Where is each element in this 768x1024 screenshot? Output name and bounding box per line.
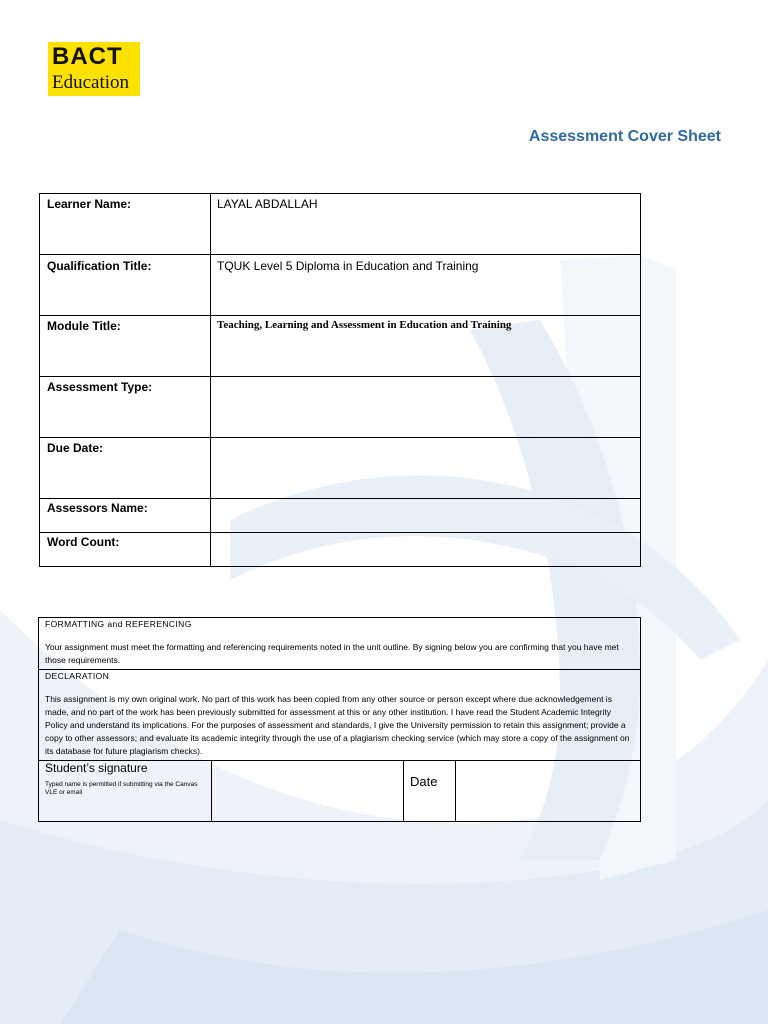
declaration-box <box>38 617 641 822</box>
table-row <box>40 438 641 499</box>
learner-name-value: LAYAL ABDALLAH <box>211 194 641 255</box>
module-title-label: Module Title: <box>40 316 211 377</box>
declaration-section <box>39 670 640 761</box>
logo-subtitle: Education <box>52 72 130 93</box>
declaration-heading: DECLARATION <box>45 671 110 681</box>
formatting-heading: FORMATTING and REFERENCING <box>45 619 192 629</box>
signature-label: Student’s signature <box>45 761 148 775</box>
assessors-name-value <box>211 499 641 533</box>
table-row <box>40 194 641 255</box>
learner-name-label: Learner Name: <box>40 194 211 255</box>
formatting-text: Your assignment must meet the formatting and referencing requirements noted in the unit outline. By signing below you are confirming that you have met those requirements. <box>45 642 619 665</box>
signature-label-cell <box>39 761 212 821</box>
assessors-name-label: Assessors Name: <box>40 499 211 533</box>
module-title-value: Teaching, Learning and Assessment in Education and Training <box>211 316 641 377</box>
signature-note: Typed name is permitted if submitting via the Canvas VLE or email <box>45 781 198 796</box>
declaration-text: This assignment is my own original work. No part of this work has been copied from any other source or person except where due acknowledgement is made, and no part of the work has been previously submitted for assessment at this or any other institution. I have read the Student Academic Integrity Policy and understand its implications. For the purposes of assessment and standards, I give the University permission to retain this assignment; provide a copy to other assessors; and evaluate its academic integrity through the use of a plagiarism checking service (which may store a copy of the assignment on its database for future plagiarism checks). <box>45 694 630 756</box>
qualification-title-label: Qualification Title: <box>40 255 211 316</box>
page-title: Assessment Cover Sheet <box>528 128 721 145</box>
bact-logo <box>48 42 140 96</box>
date-field[interactable] <box>456 761 640 821</box>
signature-field[interactable] <box>212 761 404 821</box>
table-row <box>40 377 641 438</box>
signature-row <box>39 761 640 821</box>
logo-wordmark: BACT <box>52 43 123 70</box>
word-count-value <box>211 533 641 567</box>
assessment-type-value <box>211 377 641 438</box>
due-date-label: Due Date: <box>40 438 211 499</box>
details-table <box>39 193 641 567</box>
table-row <box>40 316 641 377</box>
table-row <box>40 499 641 533</box>
table-row <box>40 255 641 316</box>
table-row <box>40 533 641 567</box>
formatting-section <box>39 618 640 670</box>
qualification-title-value: TQUK Level 5 Diploma in Education and Training <box>211 255 641 316</box>
assessment-type-label: Assessment Type: <box>40 377 211 438</box>
date-label: Date <box>404 761 456 821</box>
word-count-label: Word Count: <box>40 533 211 567</box>
due-date-value <box>211 438 641 499</box>
